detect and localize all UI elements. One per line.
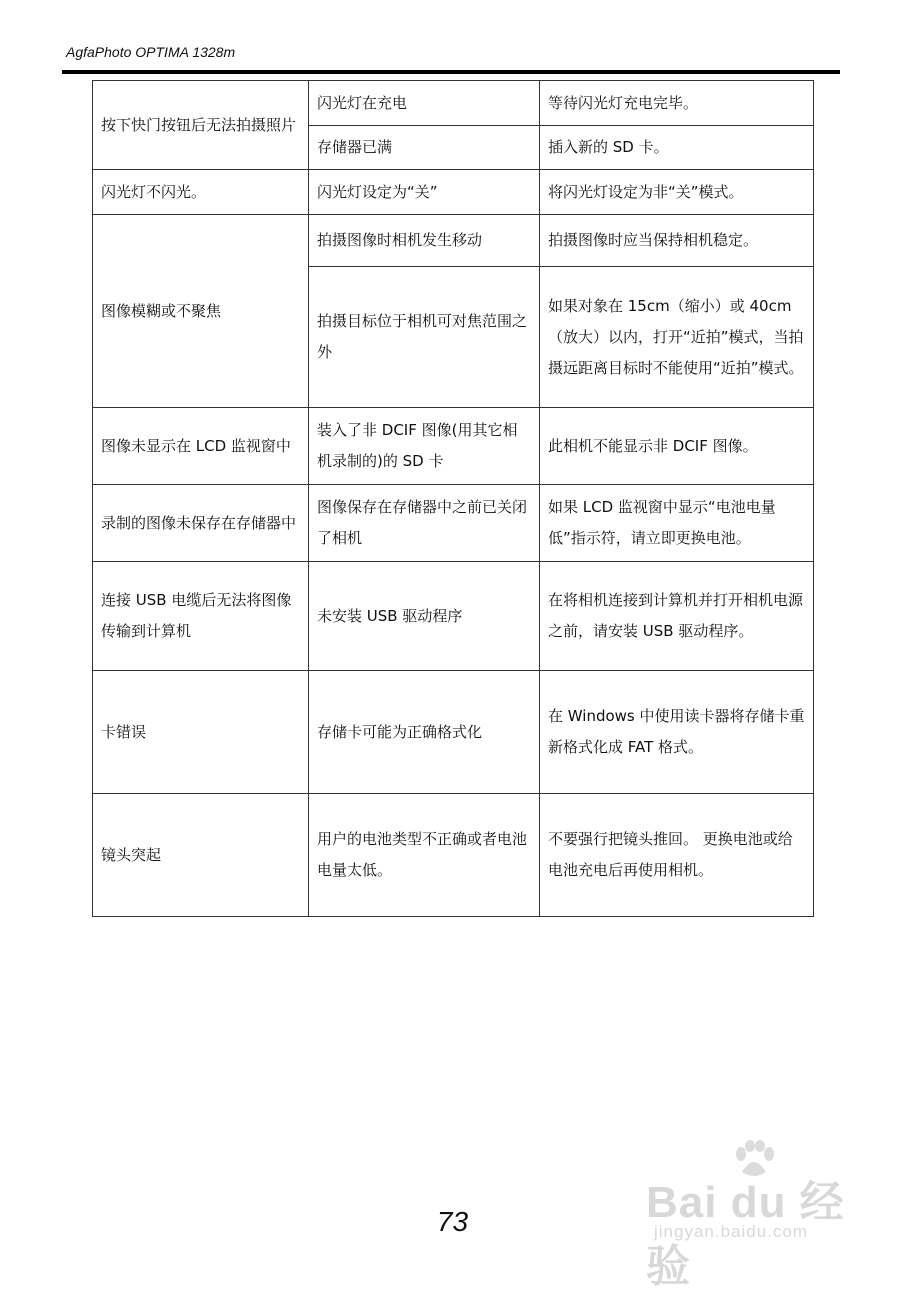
cause-cell: 闪光灯在充电 <box>309 81 540 126</box>
table-row <box>93 408 814 485</box>
problem-cell: 按下快门按钮后无法拍摄照片 <box>93 81 309 170</box>
baidu-watermark <box>640 1140 860 1291</box>
solution-cell: 不要强行把镜头推回。 更换电池或给电池充电后再使用相机。 <box>540 794 814 917</box>
problem-cell: 图像未显示在 LCD 监视窗中 <box>93 408 309 485</box>
cause-cell: 存储卡可能为正确格式化 <box>309 671 540 794</box>
solution-cell: 在将相机连接到计算机并打开相机电源之前，请安装 USB 驱动程序。 <box>540 562 814 671</box>
problem-cell: 录制的图像未保存在存储器中 <box>93 485 309 562</box>
table-row <box>93 215 814 267</box>
cause-cell: 存储器已满 <box>309 126 540 170</box>
solution-cell: 此相机不能显示非 DCIF 图像。 <box>540 408 814 485</box>
solution-cell: 如果对象在 15cm（缩小）或 40cm（放大）以内，打开“近拍”模式，当拍摄远距离目标时不能使用“近拍”模式。 <box>540 267 814 408</box>
cause-cell: 图像保存在存储器中之前已关闭了相机 <box>309 485 540 562</box>
troubleshooting-table <box>92 80 814 917</box>
table-row <box>93 81 814 126</box>
solution-cell: 拍摄图像时应当保持相机稳定。 <box>540 215 814 267</box>
problem-cell: 镜头突起 <box>93 794 309 917</box>
cause-cell: 拍摄图像时相机发生移动 <box>309 215 540 267</box>
solution-cell: 等待闪光灯充电完毕。 <box>540 81 814 126</box>
solution-cell: 插入新的 SD 卡。 <box>540 126 814 170</box>
cause-cell: 闪光灯设定为“关” <box>309 170 540 215</box>
table-row <box>93 170 814 215</box>
problem-cell: 闪光灯不闪光。 <box>93 170 309 215</box>
problem-cell: 图像模糊或不聚焦 <box>93 215 309 408</box>
header-rule <box>62 70 840 74</box>
cause-cell: 拍摄目标位于相机可对焦范围之外 <box>309 267 540 408</box>
watermark-brand: Bai du 经验 <box>646 1178 845 1291</box>
page-number: 73 <box>436 1206 469 1237</box>
cause-cell: 未安装 USB 驱动程序 <box>309 562 540 671</box>
solution-cell: 在 Windows 中使用读卡器将存储卡重新格式化成 FAT 格式。 <box>540 671 814 794</box>
cause-cell: 用户的电池类型不正确或者电池电量太低。 <box>309 794 540 917</box>
problem-cell: 卡错误 <box>93 671 309 794</box>
table-row <box>93 485 814 562</box>
table-row <box>93 794 814 917</box>
problem-cell: 连接 USB 电缆后无法将图像传输到计算机 <box>93 562 309 671</box>
solution-cell: 将闪光灯设定为非“关”模式。 <box>540 170 814 215</box>
watermark-url: jingyan.baidu.com <box>654 1222 809 1241</box>
table-row <box>93 562 814 671</box>
cause-cell: 装入了非 DCIF 图像(用其它相机录制的)的 SD 卡 <box>309 408 540 485</box>
solution-cell: 如果 LCD 监视窗中显示“电池电量低”指示符，请立即更换电池。 <box>540 485 814 562</box>
document-header-title: AgfaPhoto OPTIMA 1328m <box>66 44 236 60</box>
table-row <box>93 671 814 794</box>
